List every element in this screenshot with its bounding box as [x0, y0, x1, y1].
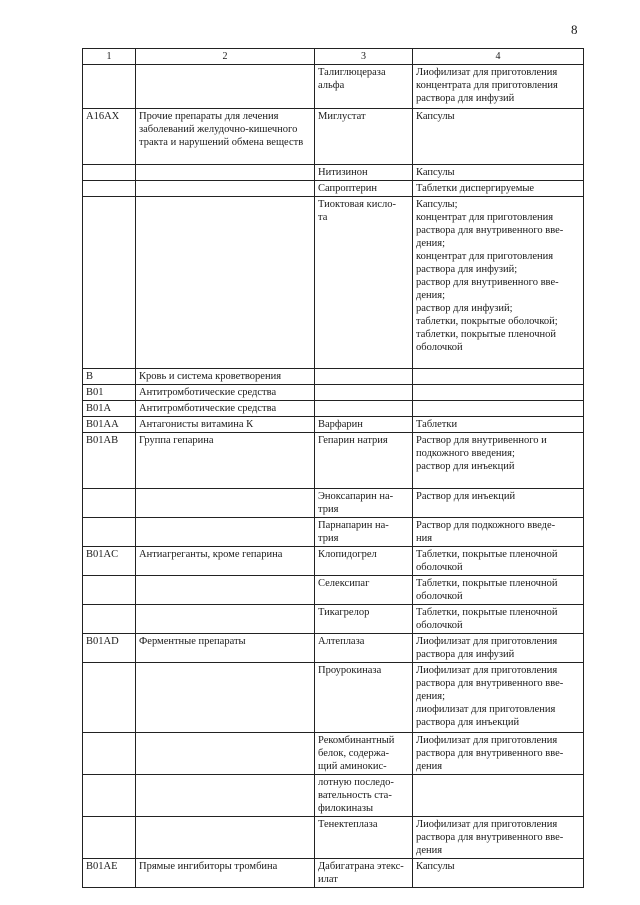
substance-cell: Миглустат [315, 109, 413, 165]
code-cell [83, 489, 136, 518]
code-cell: B01AC [83, 547, 136, 576]
table-row [83, 859, 584, 888]
group-cell: Антитромботические средства [136, 385, 315, 401]
code-cell [83, 181, 136, 197]
substance-cell: Алтеплаза [315, 634, 413, 663]
dosage-form-cell: Таблетки диспергируемые [413, 181, 584, 197]
dosage-form-cell [413, 385, 584, 401]
dosage-form-cell: Лиофилизат для приготовления концентрата для приготовления раствора для инфузий [413, 65, 584, 109]
code-cell [83, 65, 136, 109]
substance-cell: Гепарин натрия [315, 433, 413, 489]
dosage-form-cell: Таблетки, покрытые пленочной оболочкой [413, 605, 584, 634]
table-row [83, 401, 584, 417]
code-cell: B01AB [83, 433, 136, 489]
table-row [83, 181, 584, 197]
group-cell: Прямые ингибиторы тромбина [136, 859, 315, 888]
substance-cell [315, 369, 413, 385]
substance-cell: Проурокиназа [315, 663, 413, 733]
dosage-form-cell [413, 775, 584, 817]
substance-cell: Тикагрелор [315, 605, 413, 634]
dosage-form-cell: Раствор для внутривенного и подкожного введения; раствор для инъекций [413, 433, 584, 489]
dosage-form-cell: Таблетки, покрытые пленочной оболочкой [413, 547, 584, 576]
substance-cell: Тиоктовая кисло- та [315, 197, 413, 369]
dosage-form-cell: Лиофилизат для приготовления раствора для внутривенного вве- дения [413, 817, 584, 859]
dosage-form-cell [413, 401, 584, 417]
code-cell: B01AA [83, 417, 136, 433]
substance-cell: Тенектеплаза [315, 817, 413, 859]
group-cell: Антиагреганты, кроме гепарина [136, 547, 315, 576]
group-cell: Группа гепарина [136, 433, 315, 489]
group-cell: Ферментные препараты [136, 634, 315, 663]
code-cell [83, 663, 136, 733]
code-cell: B01 [83, 385, 136, 401]
group-cell [136, 576, 315, 605]
table-row [83, 605, 584, 634]
group-cell [136, 181, 315, 197]
group-cell [136, 65, 315, 109]
code-cell [83, 775, 136, 817]
dosage-form-cell: Лиофилизат для приготовления раствора для инфузий [413, 634, 584, 663]
code-cell [83, 165, 136, 181]
drug-table-body [83, 49, 584, 888]
code-cell: B01AD [83, 634, 136, 663]
table-row [83, 518, 584, 547]
dosage-form-cell: Таблетки, покрытые пленочной оболочкой [413, 576, 584, 605]
table-row [83, 65, 584, 109]
table-row [83, 165, 584, 181]
group-cell: Кровь и система кроветворения [136, 369, 315, 385]
substance-cell: Нитизинон [315, 165, 413, 181]
table-row [83, 547, 584, 576]
table-row [83, 197, 584, 369]
group-cell [136, 817, 315, 859]
group-cell [136, 197, 315, 369]
dosage-form-cell: Капсулы [413, 859, 584, 888]
substance-cell: Дабигатрана этекс- илат [315, 859, 413, 888]
table-row [83, 385, 584, 401]
code-cell: A16AX [83, 109, 136, 165]
substance-cell: Талиглюцераза альфа [315, 65, 413, 109]
code-cell [83, 733, 136, 775]
group-cell: Антагонисты витамина К [136, 417, 315, 433]
group-cell [136, 605, 315, 634]
dosage-form-cell: Раствор для инъекций [413, 489, 584, 518]
table-row [83, 663, 584, 733]
code-cell [83, 197, 136, 369]
group-cell: Прочие препараты для лечения заболеваний желудочно-кишечного тракта и нарушений обмена веществ [136, 109, 315, 165]
group-cell: Антитромботические средства [136, 401, 315, 417]
substance-cell: лотную последо- вательность ста- филокиназы [315, 775, 413, 817]
group-cell [136, 733, 315, 775]
substance-cell: Варфарин [315, 417, 413, 433]
dosage-form-cell [413, 369, 584, 385]
group-cell [136, 518, 315, 547]
substance-cell: Клопидогрел [315, 547, 413, 576]
code-cell: B [83, 369, 136, 385]
substance-cell: Рекомбинантный белок, содержа- щий аминокис- [315, 733, 413, 775]
code-cell: B01AE [83, 859, 136, 888]
table-row [83, 817, 584, 859]
group-cell [136, 489, 315, 518]
header-cell-3: 3 [315, 49, 413, 65]
code-cell [83, 518, 136, 547]
substance-cell [315, 401, 413, 417]
table-row [83, 109, 584, 165]
table-row [83, 489, 584, 518]
code-cell [83, 576, 136, 605]
drug-table [82, 48, 584, 888]
group-cell [136, 663, 315, 733]
page-number: 8 [571, 22, 578, 37]
dosage-form-cell: Таблетки [413, 417, 584, 433]
substance-cell: Селексипаг [315, 576, 413, 605]
header-cell-1: 1 [83, 49, 136, 65]
header-cell-4: 4 [413, 49, 584, 65]
substance-cell [315, 385, 413, 401]
substance-cell: Сапроптерин [315, 181, 413, 197]
dosage-form-cell: Капсулы [413, 165, 584, 181]
table-row [83, 369, 584, 385]
dosage-form-cell: Капсулы; концентрат для приготовления раствора для внутривенного вве- дения; концентрат для приготовления раствора для инфузий; раствор для внутривенного вве- дения; раствор для инфузий; таблетки, покрытые оболочкой; таблетки, покрытые пленочной оболочкой [413, 197, 584, 369]
group-cell [136, 775, 315, 817]
table-row [83, 417, 584, 433]
table-row [83, 775, 584, 817]
header-cell-2: 2 [136, 49, 315, 65]
dosage-form-cell: Раствор для подкожного введе- ния [413, 518, 584, 547]
table-row [83, 576, 584, 605]
table-row [83, 433, 584, 489]
substance-cell: Эноксапарин на- трия [315, 489, 413, 518]
substance-cell: Парнапарин на- трия [315, 518, 413, 547]
dosage-form-cell: Лиофилизат для приготовления раствора для внутривенного вве- дения [413, 733, 584, 775]
table-row [83, 733, 584, 775]
dosage-form-cell: Капсулы [413, 109, 584, 165]
table-row [83, 634, 584, 663]
code-cell [83, 817, 136, 859]
code-cell: B01A [83, 401, 136, 417]
code-cell [83, 605, 136, 634]
table-header-row [83, 49, 584, 65]
dosage-form-cell: Лиофилизат для приготовления раствора для внутривенного вве- дения; лиофилизат для приготовления раствора для инъекций [413, 663, 584, 733]
group-cell [136, 165, 315, 181]
